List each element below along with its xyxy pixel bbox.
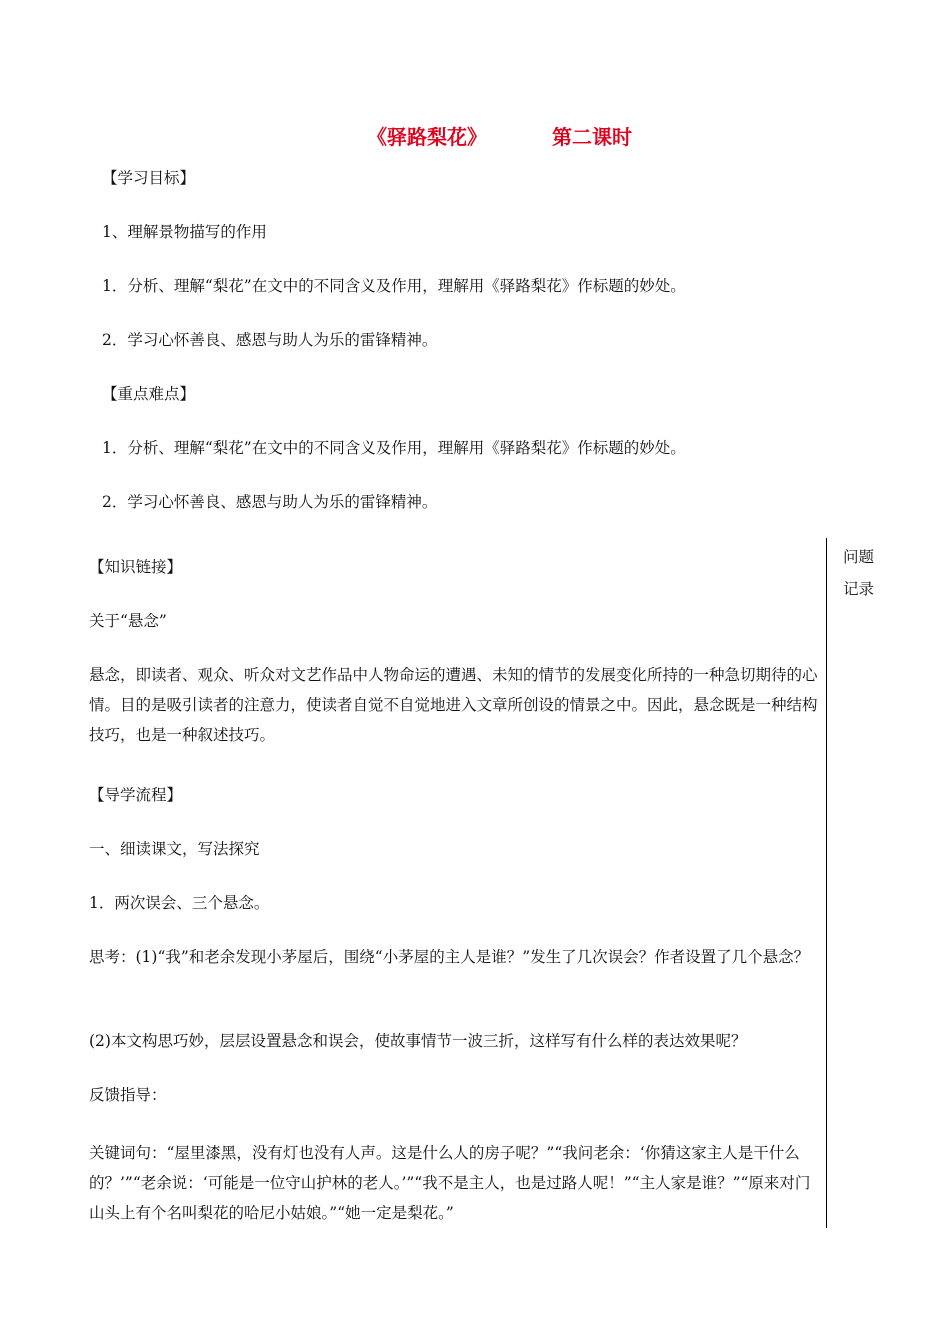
- guide-section-title: 一、细读课文，写法探究: [89, 840, 260, 858]
- sidebar-label-question: 问题: [843, 548, 875, 566]
- goal-item: 1、理解景物描写的作用: [102, 223, 267, 241]
- goal-item: 1．分析、理解“梨花”在文中的不同含义及作用，理解用《驿路梨花》作标题的妙处。: [102, 277, 686, 295]
- key-item: 2．学习心怀善良、感恩与助人为乐的雷锋精神。: [102, 493, 438, 511]
- goals-heading: 【学习目标】: [102, 169, 196, 187]
- key-sentences: 关键词句：“屋里漆黑，没有灯也没有人声。这是什么人的房子呢？”“我问老余：‘你猜这家主人是干什么的？’”“老余说：‘可能是一位守山护林的老人。’”“我不是主人，也是过路人呢！”“主人家是谁？”“原来对门山头上有个名叫梨花的哈尼小姑娘。”“她一定是梨花。”: [89, 1144, 811, 1222]
- question-2: (2)本文构思巧妙，层层设置悬念和误会，使故事情节一波三折，这样写有什么样的表达效果呢？: [89, 1032, 747, 1050]
- feedback-label: 反馈指导：: [89, 1086, 167, 1104]
- document-title: 《驿路梨花》: [367, 125, 487, 149]
- question-1: 思考：(1)“我”和老余发现小茅屋后，围绕“小茅屋的主人是谁？”发生了几次误会？作者设置了几个悬念？: [89, 948, 810, 966]
- sidebar-label-record: 记录: [843, 580, 875, 598]
- guide-heading: 【导学流程】: [89, 786, 183, 804]
- key-heading: 【重点难点】: [102, 385, 196, 403]
- lesson-label: 第二课时: [552, 125, 632, 149]
- goal-item: 2．学习心怀善良、感恩与助人为乐的雷锋精神。: [102, 331, 438, 349]
- knowledge-heading: 【知识链接】: [89, 558, 183, 576]
- knowledge-paragraph: 悬念，即读者、观众、听众对文艺作品中人物命运的遭遇、未知的情节的发展变化所持的一种急切期待的心情。目的是吸引读者的注意力，使读者自觉不自觉地进入文章所创设的情景之中。因此，悬念既是一种结构技巧，也是一种叙述技巧。: [89, 666, 818, 744]
- guide-item: 1．两次误会、三个悬念。: [89, 894, 270, 912]
- knowledge-subheading: 关于“悬念”: [89, 612, 167, 630]
- key-item: 1．分析、理解“梨花”在文中的不同含义及作用，理解用《驿路梨花》作标题的妙处。: [102, 439, 686, 457]
- sidebar-divider: [826, 538, 827, 1228]
